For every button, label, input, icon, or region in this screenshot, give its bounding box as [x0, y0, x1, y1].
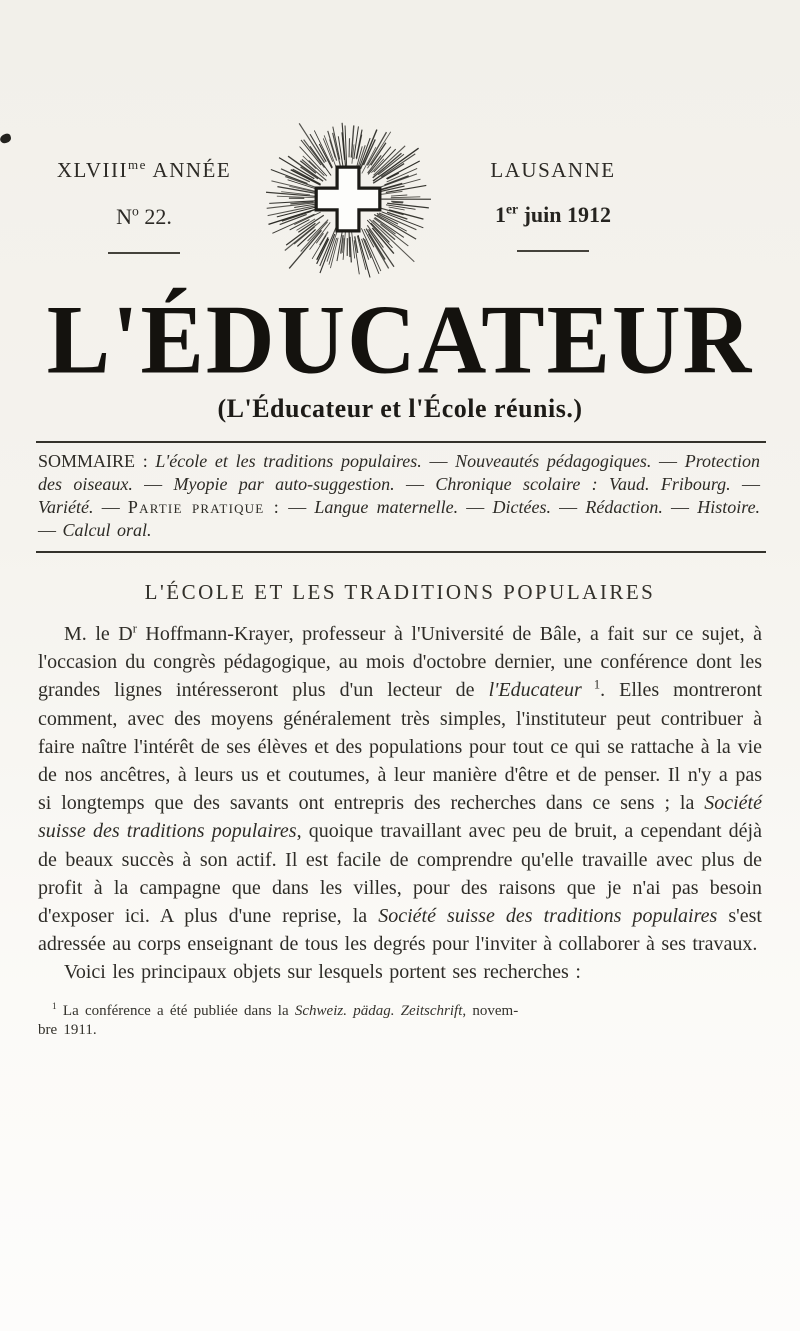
city-label: LAUSANNE [490, 158, 616, 182]
table-of-contents: SOMMAIRE : L'école et les traditions populaires. — Nouveautés pédagogiques. — Protection des oiseaux. — Myopie par auto-suggestion. — Chronique scolaire : Vaud. Fribourg. — Variété. — Partie pratique : — Langue maternelle. — Dictées. — Rédaction. — Histoire. — Calcul oral. [38, 451, 761, 540]
imprint-block [462, 158, 644, 252]
swiss-cross-shape [316, 167, 380, 231]
journal-title: L'ÉDUCATEUR [46, 283, 754, 395]
masthead [0, 283, 800, 424]
divider [36, 551, 766, 553]
swiss-cross-sunburst-icon [253, 104, 443, 294]
article-paragraph: Voici les principaux objets sur lesquels portent ses recherches : [64, 961, 581, 984]
issue-number: $N^o$ 22. [116, 203, 172, 229]
edition-year: $XLVIII^{me}$ ANNÉE [56, 157, 232, 182]
journal-subtitle: (L'Éducateur et l'École réunis.) [217, 394, 583, 423]
article-heading: L'ÉCOLE ET LES TRADITIONS POPULAIRES [144, 580, 656, 604]
article-paragraph: M. le $D^r$ Hoffmann-Krayer, professeur à l'Université de Bâle, a fait sur ce sujet, à l'occasion du congrès pédagogique, au mois d'octobre dernier, une conférence dont les grandes lignes intéresseront plus d'un lecteur de l'Educateur $^1$. Elles montreront comment, avec des moyens généralement très simples, l'instituteur peut contribuer à faire naître l'intérêt de ses élèves et des populations pour tout ce qui se rattache à la vie de nos ancêtres, à leurs us et coutumes, à leur manière d'être et de penser. Il n'y a pas si longtemps que des savants ont entrepris des recherches dans ce sens ; la Société suisse des traditions populaires, quoique travaillant avec peu de bruit, a cependant déjà de beaux succès à son actif. Il est facile de comprendre qu'elle travaille avec plus de profit à la campagne que dans les villes, pour des raisons que je n'ai pas besoin d'exposer ici. A plus d'une reprise, la Société suisse des traditions populaires s'est adressée au corps enseignant de tous les degrés pour l'inviter à collaborer à ses travaux. [38, 621, 763, 956]
article-body [38, 620, 762, 987]
divider [517, 250, 589, 252]
divider [36, 441, 766, 443]
divider [108, 252, 180, 254]
issue-date: 1er juin 1912 [494, 201, 612, 227]
edition-block [38, 158, 250, 254]
page-header [0, 0, 800, 292]
footnote: $^1$ La conférence a été publiée dans la Schweiz. pädag. Zeitschrift, novem- bre 1911. [38, 1001, 519, 1038]
